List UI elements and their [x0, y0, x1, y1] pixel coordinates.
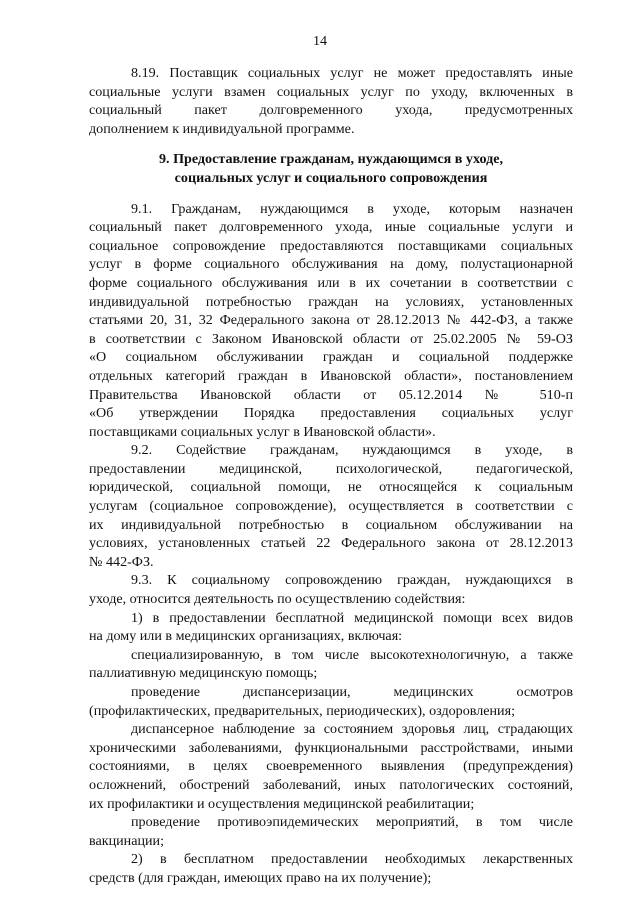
text-line: Правительства Ивановской области от 05.12.2014 № 510-п: [89, 386, 573, 403]
list-item-1: [89, 609, 573, 646]
text-line: социальный пакет долговременного ухода, предусмотренных: [89, 102, 573, 119]
text-line: отдельных категорий граждан в Ивановской области», постановлением: [89, 367, 573, 384]
text-line: социальный пакет долговременного ухода, иные социальные услуги и: [89, 219, 573, 236]
list-item-2: [89, 850, 573, 887]
text-line: 1) в предоставлении бесплатной медицинской помощи всех видов: [131, 609, 573, 626]
paragraph-8-19: [89, 64, 573, 138]
text-line: поставщиками социальных услуг в Ивановской области».: [89, 423, 436, 440]
text-line: 2) в бесплатном предоставлении необходимых лекарственных: [131, 851, 573, 868]
text-line: хроническими заболеваниями, функциональными расстройствами, иными: [89, 739, 573, 756]
text-line: услугам (социальное сопровождение), осуществляется в соответствии с: [89, 498, 573, 515]
text-line: состояниями, в целях своевременного выявления (предупреждения): [89, 758, 573, 775]
text-line: 9.1. Гражданам, нуждающимся в уходе, которым назначен: [131, 200, 573, 217]
subitem-dispensary: [89, 683, 573, 720]
text-line: проведение противоэпидемических мероприятий, в том числе: [131, 814, 573, 831]
page-number: 14: [312, 33, 328, 49]
text-line: предоставлении медицинской, психологической, педагогической,: [89, 460, 573, 477]
text-line: статьями 20, 31, 32 Федерального закона от 28.12.2013 № 442-ФЗ, а также: [89, 312, 573, 329]
text-line: «Об утверждении Порядка предоставления социальных услуг: [89, 405, 573, 422]
text-line: 8.19. Поставщик социальных услуг не может предоставлять иные: [131, 65, 573, 81]
text-line: социальные услуги взамен социальных услуг по уходу, включенных в: [89, 83, 573, 100]
text-line: осложнений, обострений заболеваний, иных патологических состояний,: [89, 776, 573, 793]
text-line: (профилактических, предварительных, периодических), оздоровления;: [89, 702, 515, 719]
text-line: средств (для граждан, имеющих право на их получение);: [89, 869, 432, 886]
text-line: диспансерное наблюдение за состоянием здоровья лиц, страдающих: [131, 721, 573, 738]
text-line: на дому или в медицинских организациях, включая:: [89, 628, 403, 645]
text-line: 9.3. К социальному сопровождению граждан, нуждающихся в: [131, 572, 573, 589]
text-line: их профилактики и осуществления медицинской реабилитации;: [89, 795, 475, 812]
text-line: проведение диспансеризации, медицинских осмотров: [131, 684, 573, 700]
text-line: индивидуальной потребностью граждан на условиях, установленных: [89, 293, 573, 310]
text-line: вакцинации;: [89, 832, 164, 849]
document-body: [89, 64, 573, 888]
subitem-specialized: [89, 646, 573, 683]
text-line: паллиативную медицинскую помощь;: [89, 665, 318, 682]
text-line: 9.2. Содействие гражданам, нуждающимся в уходе, в: [131, 442, 573, 459]
paragraph-9-2: [89, 441, 573, 571]
text-line: № 442-ФЗ.: [89, 553, 154, 570]
text-line: уходе, относится деятельность по осуществлению содействия:: [89, 591, 466, 608]
text-line: социальное сопровождение предоставляются поставщиками социальных: [89, 237, 573, 254]
text-line: специализированную, в том числе высокотехнологичную, а также: [131, 646, 573, 663]
subitem-observation: [89, 720, 573, 813]
text-line: услуг в форме социального обслуживания на дому, полустационарной: [89, 256, 573, 273]
text-line: юридической, социальной помощи, не относящейся к социальным: [89, 479, 573, 496]
text-line: их индивидуальной потребностью в социальном обслуживании на: [89, 516, 573, 533]
text-line: в соответствии с Законом Ивановской области от 25.02.2005 № 59-ОЗ: [89, 330, 573, 347]
paragraph-9-1: [89, 200, 573, 442]
text-line: дополнением к индивидуальной программе.: [89, 120, 355, 137]
section-heading: [89, 150, 573, 187]
paragraph-9-3: [89, 571, 573, 608]
heading-line: социальных услуг и социального сопровождения: [174, 169, 488, 186]
heading-line: 9. Предоставление гражданам, нуждающимся в уходе,: [158, 151, 504, 168]
text-line: форме социального обслуживания или в их сочетании в соответствии с: [89, 274, 573, 291]
text-line: «О социальном обслуживании граждан и социальной поддержке: [89, 349, 573, 366]
subitem-antiepidemic: [89, 813, 573, 850]
text-line: условиях, установленных статьей 22 Федерального закона от 28.12.2013: [89, 535, 573, 552]
